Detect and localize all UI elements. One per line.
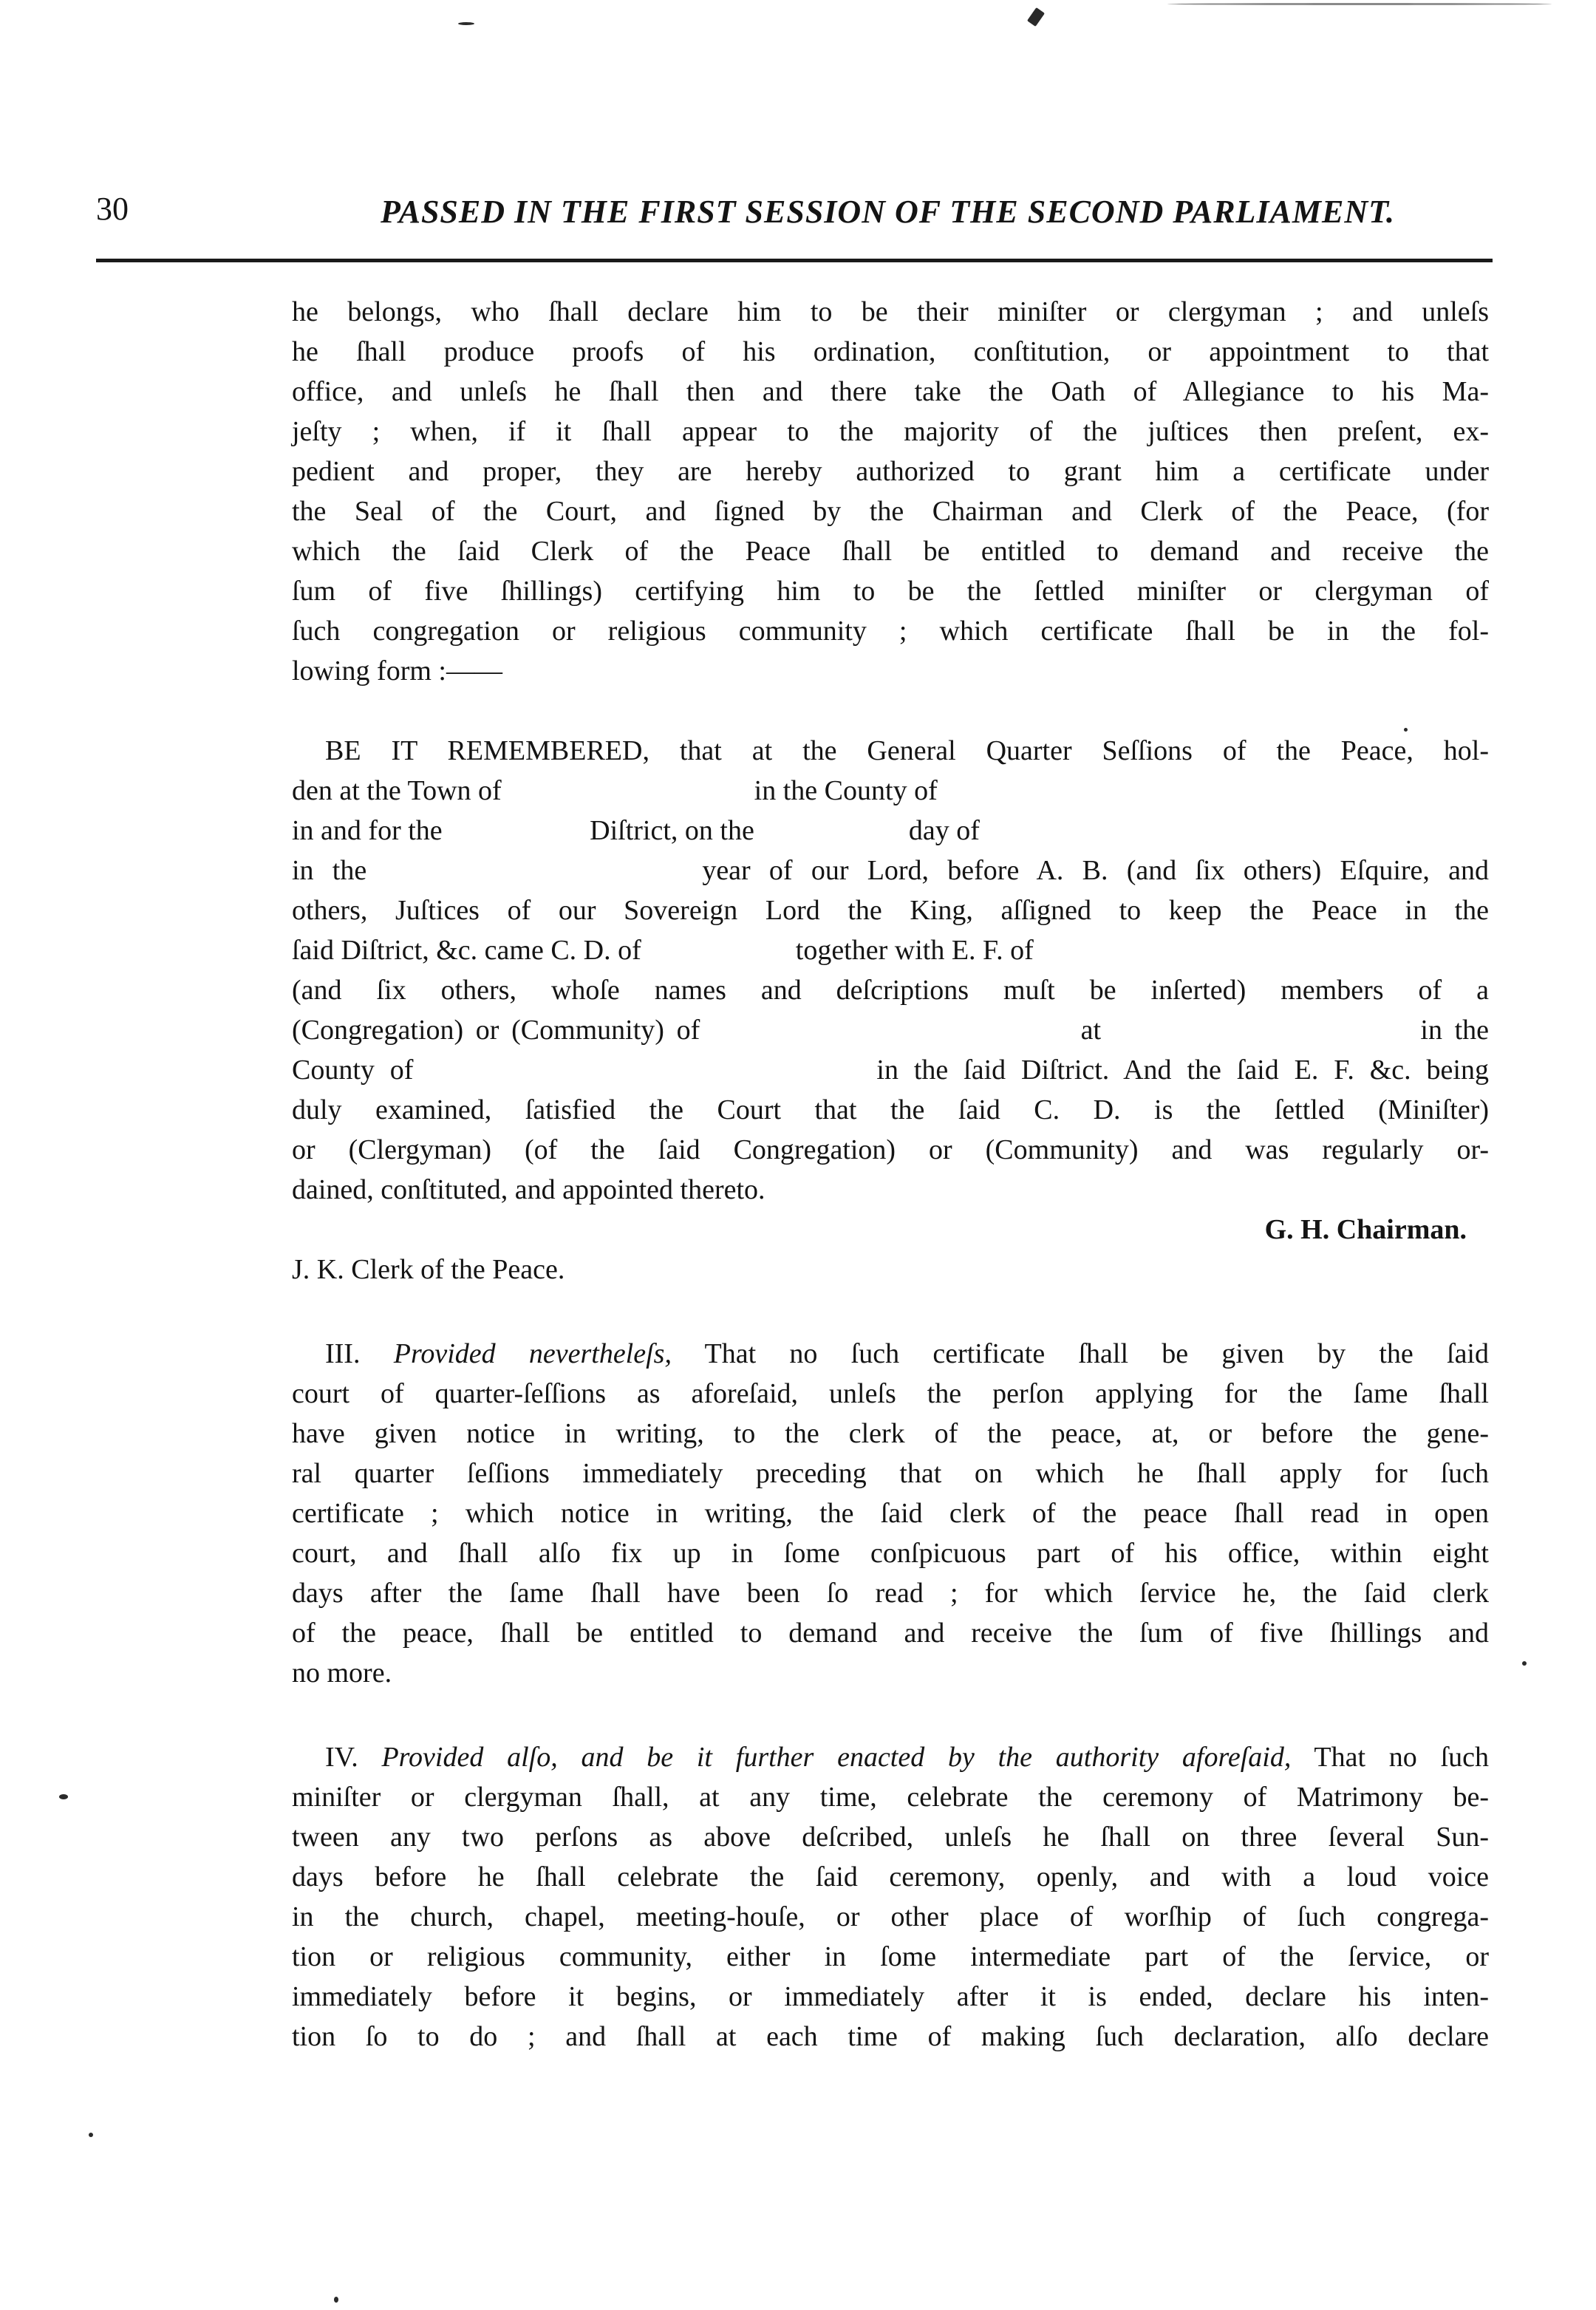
text-line: the Seal of the Court, and ſigned by the Chairman and Clerk of the Peace, (for (292, 496, 1489, 527)
section-first-line (292, 1334, 1489, 1374)
proviso-phrase: Provided nevertheleſs, (393, 1338, 672, 1369)
section-iv (292, 1737, 1489, 2057)
text-line: office, and unleſs he ſhall then and there take the Oath of Allegiance to his Ma- (292, 376, 1489, 407)
text-line: ral quarter ſeſſions immediately preceding that on which he ſhall apply for ſuch (292, 1458, 1489, 1489)
section-iii (292, 1334, 1489, 1693)
text-line: he ſhall produce proofs of his ordination, conſtitution, or appointment to that (292, 336, 1489, 367)
page-header (96, 188, 1493, 233)
text-line: ſaid Diſtrict, &c. came C. D. of together with E. F. of (292, 935, 1034, 966)
section-number: III. (325, 1338, 361, 1369)
text-line: pedient and proper, they are hereby authorized to grant him a certificate under (292, 456, 1489, 487)
text-line: BE IT REMEMBERED, that at the General Quarter Seſſions of the Peace, hol- (325, 735, 1489, 766)
text-line: court of quarter-ſeſſions as aforeſaid, unleſs the perſon applying for the ſame ſhall (292, 1378, 1489, 1409)
section-number: IV. (325, 1742, 358, 1773)
section-first-line (292, 1737, 1489, 1777)
running-title: PASSED IN THE FIRST SESSION OF THE SECOND PARLIAMENT. (381, 194, 1395, 230)
text-line: immediately before it begins, or immediately after it is ended, declare his inten- (292, 1981, 1489, 2012)
text-line: no more. (292, 1657, 392, 1689)
text-line: others, Juſtices of our Sovereign Lord the King, aſſigned to keep the Peace in the (292, 895, 1489, 926)
text-line: dained, conſtituted, and appointed thereto. (292, 1174, 765, 1205)
text-line: ſum of five ſhillings) certifying him to be the ſettled miniſter or clergyman of (292, 576, 1489, 607)
text-line: days before he ſhall celebrate the ſaid ceremony, openly, and with a loud voice (292, 1861, 1489, 1892)
page-number: 30 (96, 191, 129, 227)
text-line: miniſter or clergyman ſhall, at any time, celebrate the ceremony of Matrimony be- (292, 1782, 1489, 1813)
scan-speck (59, 1794, 68, 1799)
text-line: in the year of our Lord, before A. B. (and ſix others) Eſquire, and (292, 855, 1489, 886)
scan-speck (334, 2297, 338, 2303)
text-line: ſuch congregation or religious community ; which certificate ſhall be in the fol- (292, 616, 1489, 647)
text-fragment: That no ſuch (1314, 1742, 1489, 1773)
scan-speck (1522, 1661, 1527, 1666)
text-fragment: That no ſuch certificate ſhall be given by the ſaid (704, 1338, 1489, 1369)
header-rule (96, 259, 1493, 262)
text-line: certificate ; which notice in writing, the ſaid clerk of the peace ſhall read in open (292, 1498, 1489, 1529)
text-line: County of in the ſaid Diſtrict. And the ſaid E. F. &c. being (292, 1055, 1489, 1086)
proviso-phrase: Provided alſo, and be it further enacted by the authority aforeſaid, (381, 1742, 1292, 1773)
text-line: days after the ſame ſhall have been ſo read ; for which ſervice he, the ſaid clerk (292, 1578, 1489, 1609)
text-line: duly examined, ſatisfied the Court that the ſaid C. D. is the ſettled (Miniſter) (292, 1094, 1489, 1125)
text-line: in the church, chapel, meeting-houſe, or other place of worſhip of ſuch congrega- (292, 1901, 1489, 1932)
text-line: or (Clergyman) (of the ſaid Congregation) or (Community) and was regularly or- (292, 1134, 1489, 1165)
chairman-signature: G. H. Chairman. (1264, 1214, 1467, 1245)
certificate-form (292, 731, 1489, 1289)
text-line: have given notice in writing, to the clerk of the peace, at, or before the gene- (292, 1418, 1489, 1449)
text-line: jeſty ; when, if it ſhall appear to the majority of the juſtices then preſent, ex- (292, 416, 1489, 447)
paragraph-continuation (292, 292, 1489, 691)
text-line: (and ſix others, whoſe names and deſcriptions muſt be inſerted) members of a (292, 975, 1489, 1006)
scan-speck (89, 2133, 93, 2137)
text-line: court, and ſhall alſo fix up in ſome conſpicuous part of his office, within eight (292, 1538, 1489, 1569)
text-line: which the ſaid Clerk of the Peace ſhall be entitled to demand and receive the (292, 536, 1489, 567)
page-body (292, 292, 1489, 2057)
text-line: den at the Town of in the County of (292, 775, 938, 806)
clerk-signature: J. K. Clerk of the Peace. (292, 1254, 565, 1285)
text-line: of the peace, ſhall be entitled to demand and receive the ſum of five ſhillings and (292, 1618, 1489, 1649)
text-line: (Congregation) or (Community) of at in the (292, 1015, 1489, 1046)
text-line: in and for the Diſtrict, on the day of (292, 815, 980, 846)
text-line: tion ſo to do ; and ſhall at each time of making ſuch declaration, alſo declare (292, 2021, 1489, 2052)
scan-speck (458, 22, 474, 25)
text-line: tion or religious community, either in ſome intermediate part of the ſervice, or (292, 1941, 1489, 1972)
text-line: he belongs, who ſhall declare him to be their miniſter or clergyman ; and unleſs (292, 296, 1489, 327)
text-line: lowing form :—— (292, 655, 502, 686)
scan-speck (1167, 3, 1552, 5)
scan-speck (1027, 7, 1045, 27)
text-line: tween any two perſons as above deſcribed, unleſs he ſhall on three ſeveral Sun- (292, 1822, 1489, 1853)
